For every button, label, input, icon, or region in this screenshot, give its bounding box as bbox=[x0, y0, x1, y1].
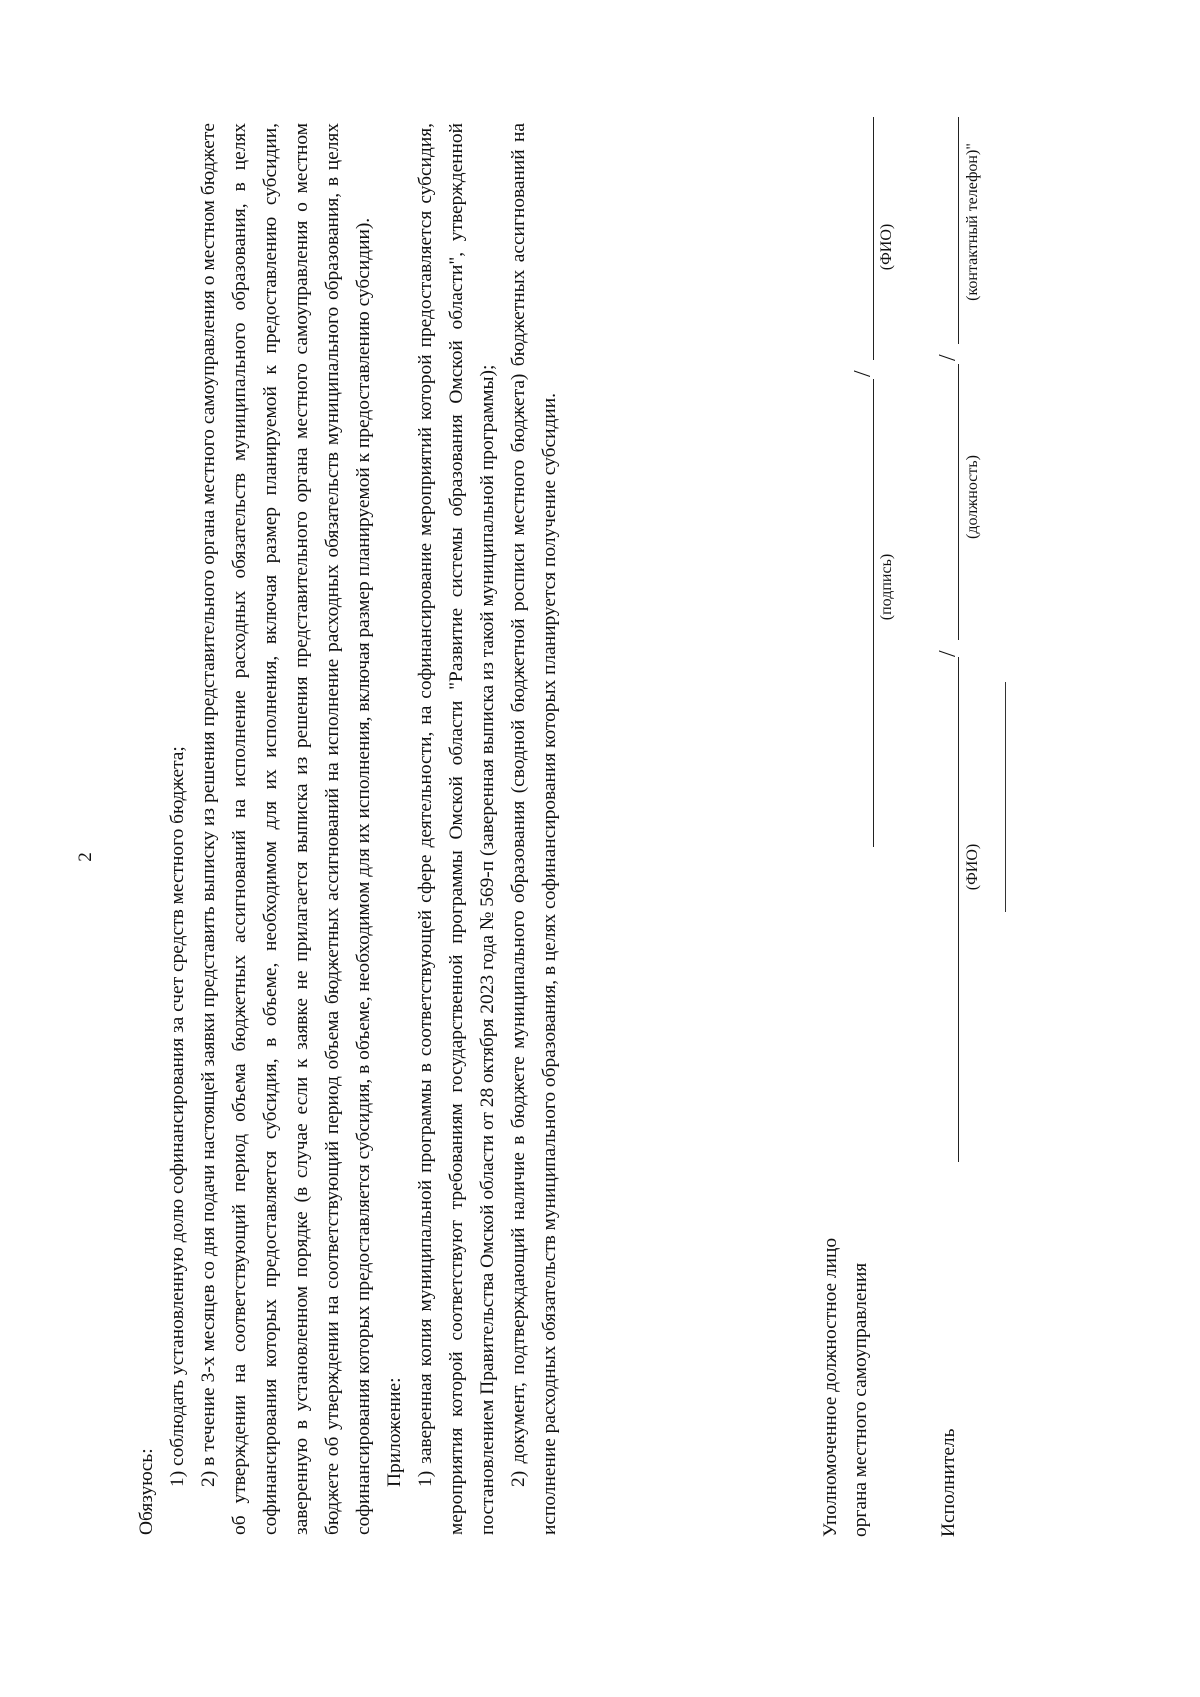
paragraph-obligation-1: 1) соблюдать установленную долю софинансирования за счет средств местного бюджета; bbox=[167, 746, 188, 1487]
executor-slash-2: / bbox=[935, 354, 961, 361]
caption-executor-phone: (контактный телефон)" bbox=[964, 143, 981, 301]
caption-signature: (подпись) bbox=[878, 553, 895, 621]
executor-name-line bbox=[958, 657, 959, 1162]
closing-separator bbox=[1005, 682, 1006, 912]
signature-slash: / bbox=[850, 370, 876, 377]
document-body bbox=[131, 123, 565, 1535]
executor-phone-line bbox=[958, 117, 959, 344]
page-number: 2 bbox=[75, 852, 96, 862]
paragraph-appendix-1: 1) заверенная копия муниципальной программы в соответствующей сфере деятельности, на софинансирование мероприятий которой предоставляется субсидия, мероприятия которой соответствуют требованиям государственной программы Омской области "Развитие системы образования Омской области", утвержденной постановлением Правительства Омской области от 28 октября 2023 года № 569-п (заверенная выписка из такой муниципальной программы); bbox=[415, 123, 498, 1535]
executor-slash-1: / bbox=[935, 650, 961, 657]
paragraph-obligation-2: 2) в течение 3-х месяцев со дня подачи настоящей заявки представить выписку из решения представительного органа местного самоуправления о местном бюджете об утверждении на соответствующий период объема бюджетных ассигнований на исполнение расходных обязательств муниципального образования, в целях софинансирования которых предоставляется субсидия, в объеме, необходимом для их исполнения, включая размер планируемой к предоставлению субсидии, заверенную в установленном порядке (в случае если к заявке не прилагается выписка из решения представительного органа местного самоуправления о местном бюджете об утверждении на соответствующий период объема бюджетных ассигнований на исполнение расходных обязательств муниципального образования, в целях софинансирования которых предоставляется субсидия, в объеме, необходимом для их исполнения, включая размер планируемой к предоставлению субсидии). bbox=[198, 123, 374, 1535]
signature-line bbox=[873, 379, 874, 847]
caption-executor-name: (ФИО) bbox=[964, 843, 981, 891]
caption-signatory-name: (ФИО) bbox=[878, 223, 895, 271]
executor-label: Исполнитель bbox=[938, 1428, 959, 1537]
paragraph-appendix-heading: Приложение: bbox=[384, 1377, 405, 1487]
caption-executor-position: (должность) bbox=[964, 455, 981, 539]
signatory-label-line1: Уполномоченное должностное лицо bbox=[820, 1237, 841, 1537]
signatory-name-line bbox=[873, 117, 874, 360]
paragraph-appendix-2: 2) документ, подтверждающий наличие в бюджете муниципального образования (сводной бюджетной росписи местного бюджета) бюджетных ассигнований на исполнение расходных обязательств муниципального образования, в целях софинансирования которых планируется получение субсидии. bbox=[508, 123, 560, 1535]
paragraph-obligations-heading: Обязуюсь: bbox=[136, 1448, 157, 1535]
executor-position-line bbox=[958, 364, 959, 640]
signatory-label-line2: органа местного самоуправления bbox=[850, 1262, 871, 1537]
